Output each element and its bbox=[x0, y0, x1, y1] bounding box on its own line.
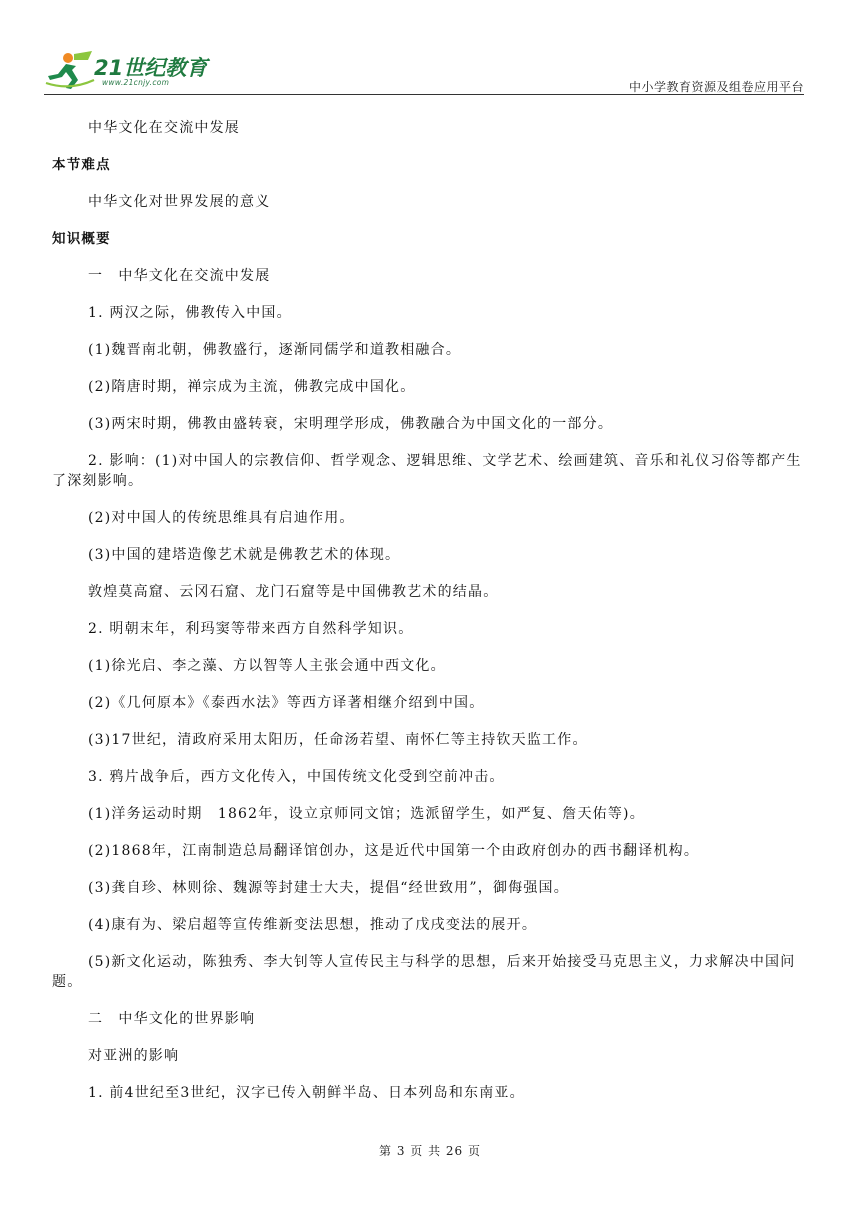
paragraph: 敦煌莫高窟、云冈石窟、龙门石窟等是中国佛教艺术的结晶。 bbox=[88, 584, 499, 600]
runner-logo-icon bbox=[44, 50, 96, 90]
paragraph: 2. 影响：(1)对中国人的宗教信仰、哲学观念、逻辑思维、文学艺术、绘画建筑、音乐和礼仪习俗等都产生了深刻影响。 bbox=[52, 453, 802, 489]
paragraph: (1)洋务运动时期 1862年，设立京师同文馆；选派留学生，如严复、詹天佑等)。 bbox=[88, 806, 645, 822]
page-header bbox=[44, 46, 804, 94]
page-footer: 第 3 页 共 26 页 bbox=[379, 1144, 481, 1158]
paragraph: (2)1868年，江南制造总局翻译馆创办，这是近代中国第一个由政府创办的西书翻译机构。 bbox=[88, 843, 700, 859]
paragraph: 对亚洲的影响 bbox=[88, 1048, 180, 1064]
section-heading: 本节难点 bbox=[52, 157, 111, 173]
paragraph: 中华文化在交流中发展 bbox=[88, 120, 240, 136]
document-body bbox=[52, 118, 808, 1103]
paragraph: (1)魏晋南北朝，佛教盛行，逐渐同儒学和道教相融合。 bbox=[88, 342, 462, 358]
brand-logo bbox=[44, 46, 244, 92]
paragraph: 3. 鸦片战争后，西方文化传入，中国传统文化受到空前冲击。 bbox=[88, 769, 505, 785]
section-heading: 知识概要 bbox=[52, 231, 111, 247]
paragraph: (2)《几何原本》《泰西水法》等西方译著相继介绍到中国。 bbox=[88, 695, 485, 711]
paragraph: 1. 前4世纪至3世纪，汉字已传入朝鲜半岛、日本列岛和东南亚。 bbox=[88, 1085, 525, 1101]
paragraph: 一 中华文化在交流中发展 bbox=[88, 268, 271, 284]
paragraph: (3)17世纪，清政府采用太阳历，任命汤若望、南怀仁等主持钦天监工作。 bbox=[88, 732, 588, 748]
paragraph: 1. 两汉之际，佛教传入中国。 bbox=[88, 305, 292, 321]
header-divider bbox=[44, 94, 804, 95]
paragraph: (1)徐光启、李之藻、方以智等人主张会通中西文化。 bbox=[88, 658, 446, 674]
paragraph: 二 中华文化的世界影响 bbox=[88, 1011, 256, 1027]
logo-url: www.21cnjy.com bbox=[102, 78, 170, 87]
paragraph: 2. 明朝末年，利玛窦等带来西方自然科学知识。 bbox=[88, 621, 414, 637]
paragraph: 中华文化对世界发展的意义 bbox=[88, 194, 271, 210]
paragraph: (2)对中国人的传统思维具有启迪作用。 bbox=[88, 510, 355, 526]
paragraph: (4)康有为、梁启超等宣传维新变法思想，推动了戊戌变法的展开。 bbox=[88, 917, 538, 933]
platform-name: 中小学教育资源及组卷应用平台 bbox=[628, 80, 804, 94]
paragraph: (3)两宋时期，佛教由盛转衰，宋明理学形成，佛教融合为中国文化的一部分。 bbox=[88, 416, 614, 432]
paragraph: (2)隋唐时期，禅宗成为主流，佛教完成中国化。 bbox=[88, 379, 416, 395]
paragraph: (5)新文化运动，陈独秀、李大钊等人宣传民主与科学的思想，后来开始接受马克思主义，力求解决中国问题。 bbox=[52, 954, 796, 990]
paragraph: (3)中国的建塔造像艺术就是佛教艺术的体现。 bbox=[88, 547, 401, 563]
paragraph: (3)龚自珍、林则徐、魏源等封建士大夫，提倡“经世致用”，御侮强国。 bbox=[88, 880, 569, 896]
logo-text: 21世纪教育 bbox=[94, 56, 208, 80]
